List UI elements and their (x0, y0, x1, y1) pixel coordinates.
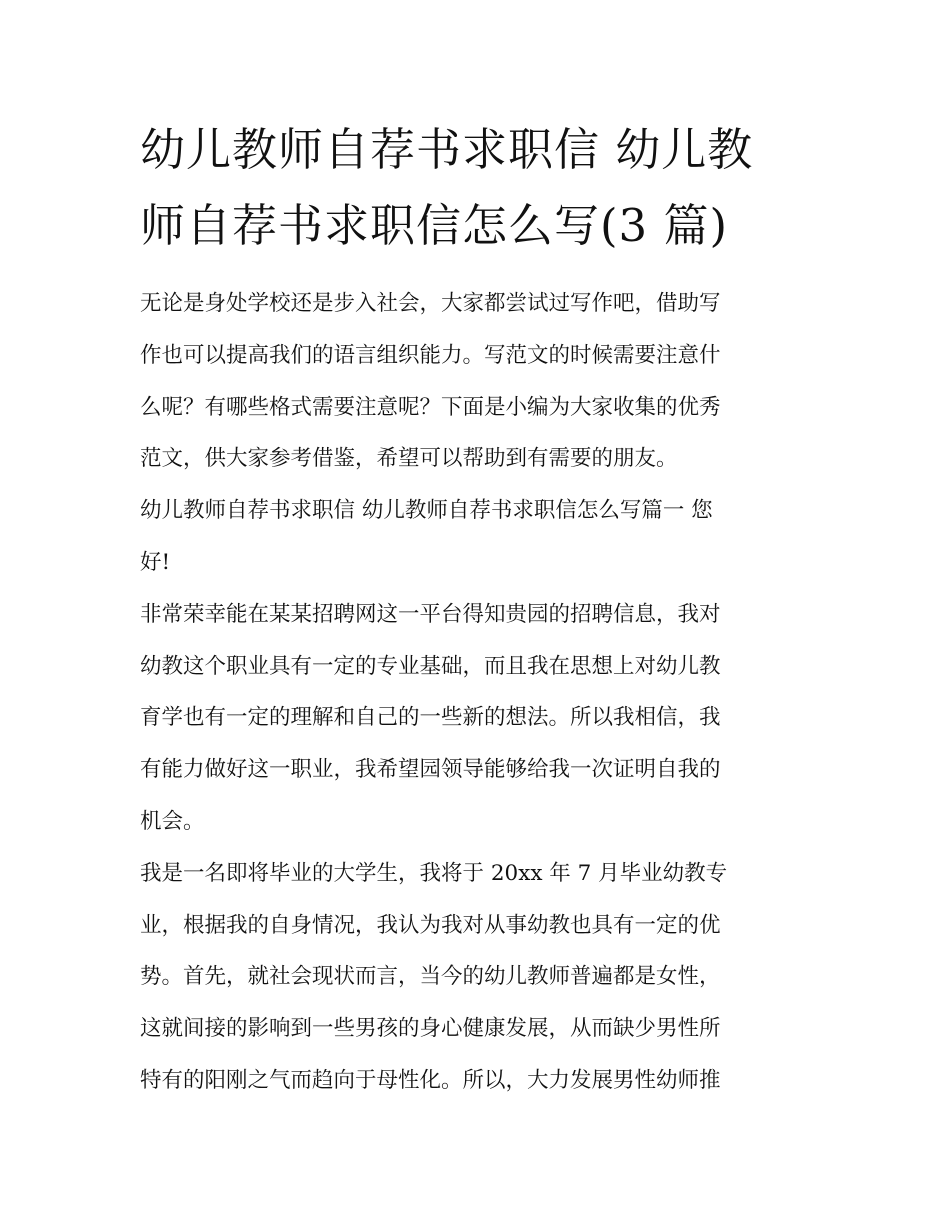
document-title (140, 112, 820, 264)
text-line: 我是一名即将毕业的大学生，我将于 20xx 年 7 月毕业幼教专 (140, 860, 728, 886)
paragraph-background (140, 848, 820, 1107)
text-line: 范文，供大家参考借鉴，希望可以帮助到有需要的朋友。 (140, 446, 678, 472)
title-line-1: 幼儿教师自荐书求职信 幼儿教 (140, 123, 754, 176)
text-line: 好! (140, 549, 171, 575)
paragraph-opening (140, 589, 820, 848)
text-line: 育学也有一定的理解和自己的一些新的想法。所以我相信，我 (140, 705, 721, 731)
text-line: 有能力做好这一职业，我希望园领导能够给我一次证明自我的 (140, 757, 721, 783)
document-body (140, 278, 820, 1107)
paragraph-intro (140, 278, 820, 485)
text-line: 非常荣幸能在某某招聘网这一平台得知贵园的招聘信息，我对 (140, 601, 721, 627)
text-line: 无论是身处学校还是步入社会，大家都尝试过写作吧，借助写 (140, 291, 721, 316)
text-line: 业，根据我的自身情况，我认为我对从事幼教也具有一定的优 (140, 912, 721, 938)
text-line: 幼教这个职业具有一定的专业基础，而且我在思想上对幼儿教 (140, 653, 721, 679)
text-line: 势。首先，就社会现状而言，当今的幼儿教师普遍都是女性， (140, 964, 721, 990)
text-line: 幼儿教师自荐书求职信 幼儿教师自荐书求职信怎么写篇一 您 (140, 498, 713, 524)
text-line: 么呢？有哪些格式需要注意呢？下面是小编为大家收集的优秀 (140, 394, 721, 420)
paragraph-heading-one (140, 485, 820, 589)
text-line: 特有的阳刚之气而趋向于母性化。所以，大力发展男性幼师推 (140, 1067, 721, 1093)
text-line: 这就间接的影响到一些男孩的身心健康发展，从而缺少男性所 (140, 1016, 721, 1042)
text-line: 机会。 (140, 808, 205, 834)
title-line-2: 师自荐书求职信怎么写(3 篇) (140, 199, 729, 252)
text-line: 作也可以提高我们的语言组织能力。写范文的时候需要注意什 (140, 342, 721, 368)
